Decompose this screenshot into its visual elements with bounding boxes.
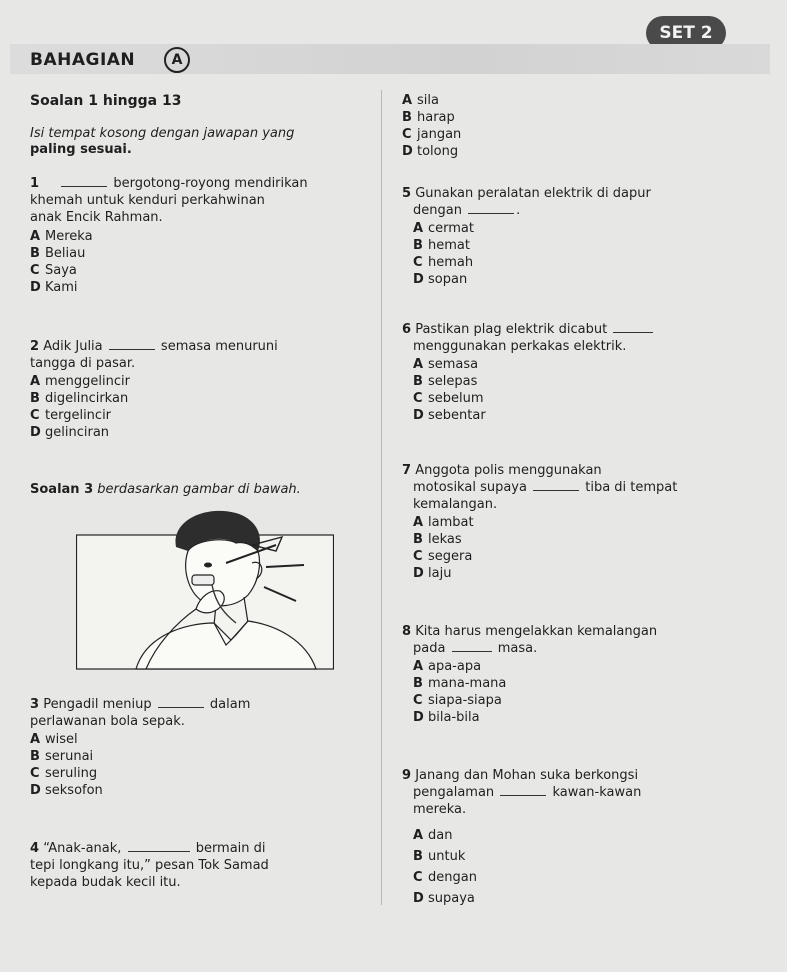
section-letter: A xyxy=(164,47,190,73)
question-text: masa. xyxy=(497,641,538,656)
question-text: kawan-kawan xyxy=(552,785,642,800)
option-text: wisel xyxy=(45,732,78,747)
option-letter: D xyxy=(413,566,424,581)
option-text: hemat xyxy=(428,238,470,253)
option-letter: B xyxy=(413,238,423,253)
option-a[interactable] xyxy=(413,221,474,237)
option-b[interactable] xyxy=(30,391,128,407)
option-a[interactable] xyxy=(413,515,474,531)
question-text-line xyxy=(413,480,677,496)
option-letter: C xyxy=(413,549,423,564)
option-letter: C xyxy=(413,693,423,708)
option-letter: D xyxy=(30,425,41,440)
answer-blank xyxy=(128,841,190,852)
question-number: 8 xyxy=(402,624,412,639)
question-text: “Anak-anak, xyxy=(43,841,122,856)
option-text: supaya xyxy=(428,891,475,906)
question-number: 6 xyxy=(402,322,412,337)
question-7 xyxy=(402,463,602,479)
option-text: lekas xyxy=(428,532,462,547)
option-text: bila-bila xyxy=(428,710,480,725)
instruction-title: Soalan 1 hingga 13 xyxy=(30,93,182,109)
question-text: bergotong-royong mendirikan xyxy=(113,176,308,191)
question-text: Pengadil meniup xyxy=(43,697,152,712)
option-c[interactable] xyxy=(413,693,502,709)
option-letter: B xyxy=(30,391,40,406)
question-text: mereka. xyxy=(413,802,467,817)
option-letter: A xyxy=(413,828,424,843)
option-text: dengan xyxy=(428,870,477,885)
option-letter: A xyxy=(402,93,413,108)
question-number: 5 xyxy=(402,186,412,201)
question-text: perlawanan bola sepak. xyxy=(30,714,185,729)
option-text: sopan xyxy=(428,272,468,287)
option-letter: B xyxy=(413,849,423,864)
option-d[interactable] xyxy=(413,566,451,582)
question-8 xyxy=(402,624,657,640)
option-d[interactable] xyxy=(413,272,467,288)
question-text: kepada budak kecil itu. xyxy=(30,875,181,890)
question-9 xyxy=(402,768,638,784)
question-text: Pastikan plag elektrik dicabut xyxy=(415,322,608,337)
option-b[interactable] xyxy=(413,374,477,390)
option-d[interactable] xyxy=(413,408,486,424)
option-text: apa-apa xyxy=(428,659,482,674)
question-1 xyxy=(30,176,308,192)
option-c[interactable] xyxy=(30,766,97,782)
option-letter: A xyxy=(413,659,424,674)
question-number: 2 xyxy=(30,339,40,354)
set-badge: SET 2 xyxy=(646,16,726,50)
option-b[interactable] xyxy=(402,110,455,126)
answer-blank xyxy=(613,322,653,333)
option-c[interactable] xyxy=(30,408,111,424)
question-text-line xyxy=(413,785,641,801)
question-text: dengan xyxy=(413,203,462,218)
question-text: Adik Julia xyxy=(43,339,103,354)
question-text: khemah untuk kenduri perkahwinan xyxy=(30,193,265,208)
question-text: tangga di pasar. xyxy=(30,356,136,371)
answer-blank xyxy=(452,641,492,652)
option-text: tolong xyxy=(417,144,459,159)
option-letter: C xyxy=(30,408,40,423)
option-text: sebentar xyxy=(428,408,486,423)
question-5 xyxy=(402,186,651,202)
option-text: seruling xyxy=(45,766,98,781)
option-letter: A xyxy=(413,357,424,372)
question-text: Kita harus mengelakkan kemalangan xyxy=(415,624,658,639)
option-text: harap xyxy=(417,110,455,125)
option-text: hemah xyxy=(428,255,474,270)
instruction-rest: berdasarkan gambar di bawah. xyxy=(97,482,301,497)
option-letter: D xyxy=(402,144,413,159)
option-letter: B xyxy=(30,246,40,261)
option-letter: B xyxy=(413,676,423,691)
option-b[interactable] xyxy=(30,246,85,262)
option-text: menggelincir xyxy=(45,374,130,389)
option-letter: B xyxy=(413,532,423,547)
option-letter: C xyxy=(30,766,40,781)
option-letter: B xyxy=(30,749,40,764)
question-number: 9 xyxy=(402,768,412,783)
option-text: segera xyxy=(428,549,473,564)
instruction-line1: Isi tempat kosong dengan jawapan yang xyxy=(30,126,295,141)
option-c[interactable] xyxy=(402,127,461,143)
option-letter: C xyxy=(413,255,423,270)
option-b[interactable] xyxy=(413,676,506,692)
question-2 xyxy=(30,339,278,355)
option-b[interactable] xyxy=(413,532,462,548)
option-letter: A xyxy=(30,374,41,389)
option-letter: C xyxy=(413,870,423,885)
option-text: lambat xyxy=(428,515,474,530)
option-d[interactable] xyxy=(413,891,475,907)
option-a[interactable] xyxy=(402,93,439,109)
option-text: seksofon xyxy=(45,783,103,798)
option-text: semasa xyxy=(428,357,479,372)
question-3-instruction xyxy=(30,482,301,498)
option-text: Mereka xyxy=(45,229,93,244)
option-letter: D xyxy=(413,710,424,725)
option-text: mana-mana xyxy=(428,676,507,691)
option-text: jangan xyxy=(417,127,462,142)
option-letter: A xyxy=(413,515,424,530)
option-a[interactable] xyxy=(30,732,78,748)
option-letter: D xyxy=(413,272,424,287)
option-letter: A xyxy=(413,221,424,236)
option-text: selepas xyxy=(428,374,478,389)
option-text: sebelum xyxy=(428,391,484,406)
option-text: Kami xyxy=(45,280,78,295)
answer-blank xyxy=(533,480,579,491)
question-text: Janang dan Mohan suka berkongsi xyxy=(415,768,639,783)
option-letter: D xyxy=(413,891,424,906)
question-text: dalam xyxy=(209,697,251,712)
question-number: 1 xyxy=(30,176,40,191)
option-letter: C xyxy=(30,263,40,278)
answer-blank xyxy=(500,785,546,796)
option-text: siapa-siapa xyxy=(428,693,502,708)
question-text: Anggota polis menggunakan xyxy=(415,463,602,478)
option-d[interactable] xyxy=(413,710,480,726)
option-c[interactable] xyxy=(413,255,473,271)
option-text: tergelincir xyxy=(45,408,112,423)
question-text: . xyxy=(516,203,521,218)
option-letter: B xyxy=(413,374,423,389)
option-a[interactable] xyxy=(413,828,452,844)
question-text: pengalaman xyxy=(413,785,495,800)
option-letter: C xyxy=(413,391,423,406)
question-number: 7 xyxy=(402,463,412,478)
option-text: untuk xyxy=(428,849,466,864)
option-d[interactable] xyxy=(30,280,78,296)
option-text: cermat xyxy=(428,221,474,236)
question-3 xyxy=(30,697,250,713)
answer-blank xyxy=(468,203,514,214)
question-text: semasa menuruni xyxy=(160,339,278,354)
option-b[interactable] xyxy=(413,238,470,254)
option-text: Saya xyxy=(45,263,77,278)
option-text: sila xyxy=(417,93,439,108)
referee-whistle-picture xyxy=(76,505,334,670)
option-text: gelinciran xyxy=(45,425,110,440)
option-text: dan xyxy=(428,828,453,843)
question-number: 3 xyxy=(30,697,40,712)
column-divider xyxy=(381,90,382,905)
question-text: tiba di tempat xyxy=(585,480,678,495)
answer-blank xyxy=(158,697,204,708)
question-text: motosikal supaya xyxy=(413,480,527,495)
option-letter: D xyxy=(30,783,41,798)
question-6 xyxy=(402,322,655,338)
option-text: Beliau xyxy=(45,246,86,261)
section-title: BAHAGIAN xyxy=(30,50,136,70)
answer-blank xyxy=(109,339,155,350)
option-c[interactable] xyxy=(30,263,77,279)
option-text: digelincirkan xyxy=(45,391,129,406)
option-letter: C xyxy=(402,127,412,142)
option-d[interactable] xyxy=(30,783,103,799)
option-d[interactable] xyxy=(30,425,109,441)
question-text: anak Encik Rahman. xyxy=(30,210,163,225)
answer-blank xyxy=(61,176,107,187)
question-number: 4 xyxy=(30,841,40,856)
option-letter: A xyxy=(30,732,41,747)
option-letter: B xyxy=(402,110,412,125)
question-text: pada xyxy=(413,641,446,656)
question-text: bermain di xyxy=(195,841,266,856)
instruction-bold: Soalan 3 xyxy=(30,482,94,497)
option-c[interactable] xyxy=(413,549,472,565)
option-letter: D xyxy=(30,280,41,295)
question-text: menggunakan perkakas elektrik. xyxy=(413,339,627,354)
option-text: laju xyxy=(428,566,452,581)
option-letter: D xyxy=(413,408,424,423)
question-text-line xyxy=(413,641,537,657)
question-text-line xyxy=(413,203,520,219)
option-text: serunai xyxy=(45,749,94,764)
option-c[interactable] xyxy=(413,870,477,886)
option-letter: A xyxy=(30,229,41,244)
instruction-line2: paling sesuai. xyxy=(30,142,132,157)
picture-svg xyxy=(76,505,334,670)
question-text: Gunakan peralatan elektrik di dapur xyxy=(415,186,651,201)
option-a[interactable] xyxy=(413,659,481,675)
option-a[interactable] xyxy=(413,357,478,373)
option-b[interactable] xyxy=(413,849,465,865)
option-c[interactable] xyxy=(413,391,484,407)
option-b[interactable] xyxy=(30,749,93,765)
option-d[interactable] xyxy=(402,144,458,160)
option-a[interactable] xyxy=(30,374,130,390)
question-text: kemalangan. xyxy=(413,497,498,512)
question-text: tepi longkang itu,” pesan Tok Samad xyxy=(30,858,269,873)
question-4 xyxy=(30,841,266,857)
option-a[interactable] xyxy=(30,229,93,245)
